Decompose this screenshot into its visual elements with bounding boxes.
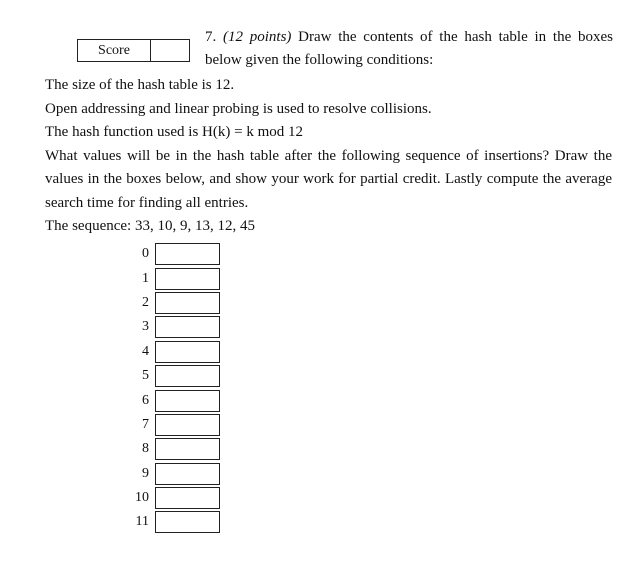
hash-index: 6 <box>142 392 149 408</box>
hash-row-4 <box>125 340 220 364</box>
hash-row-6 <box>125 388 220 412</box>
hash-index: 4 <box>142 343 149 359</box>
hash-row-2 <box>125 291 220 315</box>
hash-cell[interactable] <box>155 487 220 509</box>
hash-row-10 <box>125 486 220 510</box>
hash-index: 0 <box>142 246 149 262</box>
question-heading <box>205 26 613 72</box>
hash-cell[interactable] <box>155 316 220 338</box>
hash-row-9 <box>125 462 220 486</box>
hash-row-3 <box>125 315 220 339</box>
hash-row-5 <box>125 364 220 388</box>
hash-row-7 <box>125 413 220 437</box>
condition-hash-function: The hash function used is H(k) = k mod 12 <box>45 124 304 140</box>
hash-index: 8 <box>142 441 149 457</box>
condition-collision: Open addressing and linear probing is used to resolve collisions. <box>45 100 432 117</box>
hash-row-8 <box>125 437 220 461</box>
hash-cell[interactable] <box>155 243 220 265</box>
hash-index: 11 <box>135 514 149 530</box>
instructions: What values will be in the hash table after the following sequence of insertions? Draw the values in the boxes below, and show your work for partial credit. Lastly compute the average search time for finding all entries. <box>45 147 612 211</box>
hash-cell[interactable] <box>155 292 220 314</box>
hash-index: 5 <box>142 368 149 384</box>
question-prompt: Draw the contents of the hash table in the boxes below given the following conditions: <box>205 29 613 68</box>
insertion-sequence: The sequence: 33, 10, 9, 13, 12, 45 <box>45 218 255 234</box>
condition-table-size: The size of the hash table is 12. <box>45 77 235 93</box>
hash-cell[interactable] <box>155 268 220 290</box>
question-body <box>45 74 612 239</box>
score-label: Score <box>78 40 151 61</box>
question-number: 7. <box>205 29 217 45</box>
hash-row-1 <box>125 266 220 290</box>
hash-index: 10 <box>135 490 149 506</box>
hash-cell[interactable] <box>155 438 220 460</box>
hash-row-11 <box>125 510 220 534</box>
hash-cell[interactable] <box>155 390 220 412</box>
score-value-field[interactable] <box>151 40 189 61</box>
hash-index: 9 <box>142 465 149 481</box>
hash-index: 7 <box>142 416 149 432</box>
hash-cell[interactable] <box>155 463 220 485</box>
hash-cell[interactable] <box>155 365 220 387</box>
hash-index: 3 <box>142 319 149 335</box>
hash-cell[interactable] <box>155 414 220 436</box>
score-box <box>77 39 190 62</box>
hash-cell[interactable] <box>155 511 220 533</box>
hash-index: 2 <box>142 294 149 310</box>
hash-row-0 <box>125 242 220 266</box>
hash-index: 1 <box>142 270 149 286</box>
hash-table <box>125 242 220 535</box>
hash-cell[interactable] <box>155 341 220 363</box>
question-points: (12 points) <box>223 29 292 45</box>
